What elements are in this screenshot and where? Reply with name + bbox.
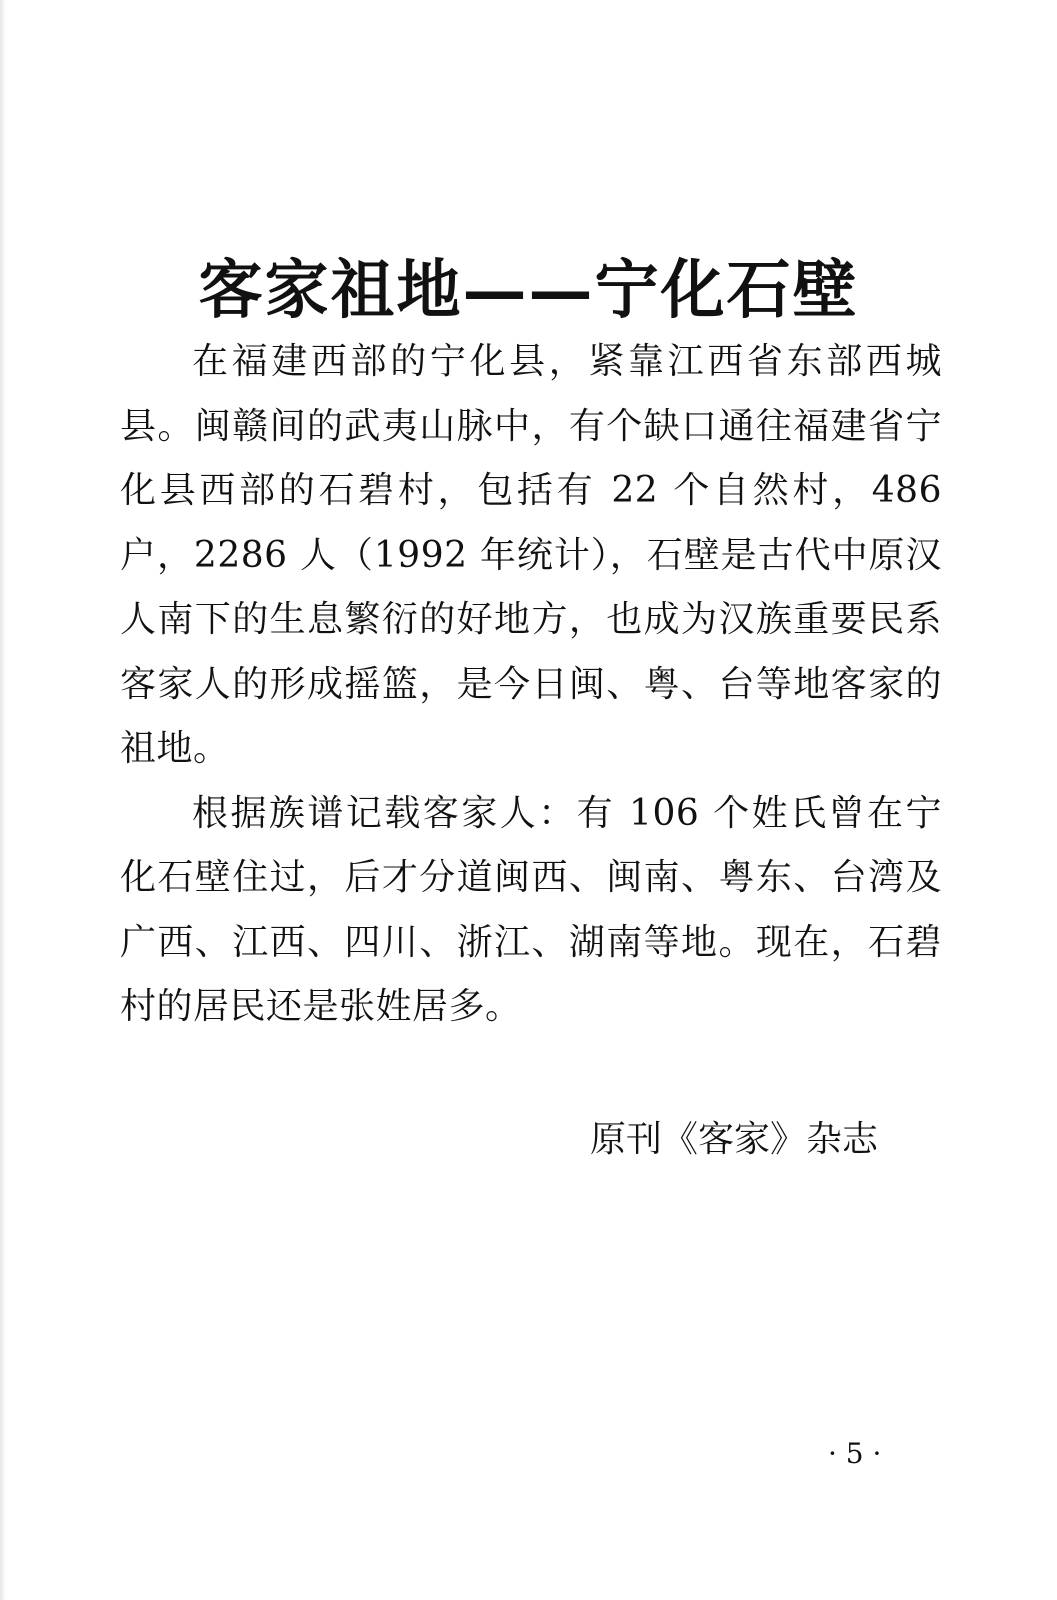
source-attribution: 原刊《客家》杂志 [590, 1119, 879, 1160]
article-body [120, 330, 942, 1040]
page-title: 客家祖地——宁化石壁 [198, 252, 859, 328]
page-number: · 5 · [828, 1437, 882, 1470]
paragraph-2: 根据族谱记载客家人：有 106 个姓氏曾在宁化石壁住过，后才分道闽西、闽南、粤东、台湾及广西、江西、四川、浙江、湖南等地。现在，石碧村的居民还是张姓居多。 [120, 792, 942, 1027]
page-edge-shadow [0, 0, 6, 1600]
paragraph-1: 在福建西部的宁化县，紧靠江西省东部西城县。闽赣间的武夷山脉中，有个缺口通往福建省宁化县西部的石碧村，包括有 22 个自然村，486 户，2286 人（1992 年统计），石壁是古代中原汉人南下的生息繁衍的好地方，也成为汉族重要民系客家人的形成摇篮，是今日闽、粤、台等地客家的祖地。 [120, 341, 942, 769]
